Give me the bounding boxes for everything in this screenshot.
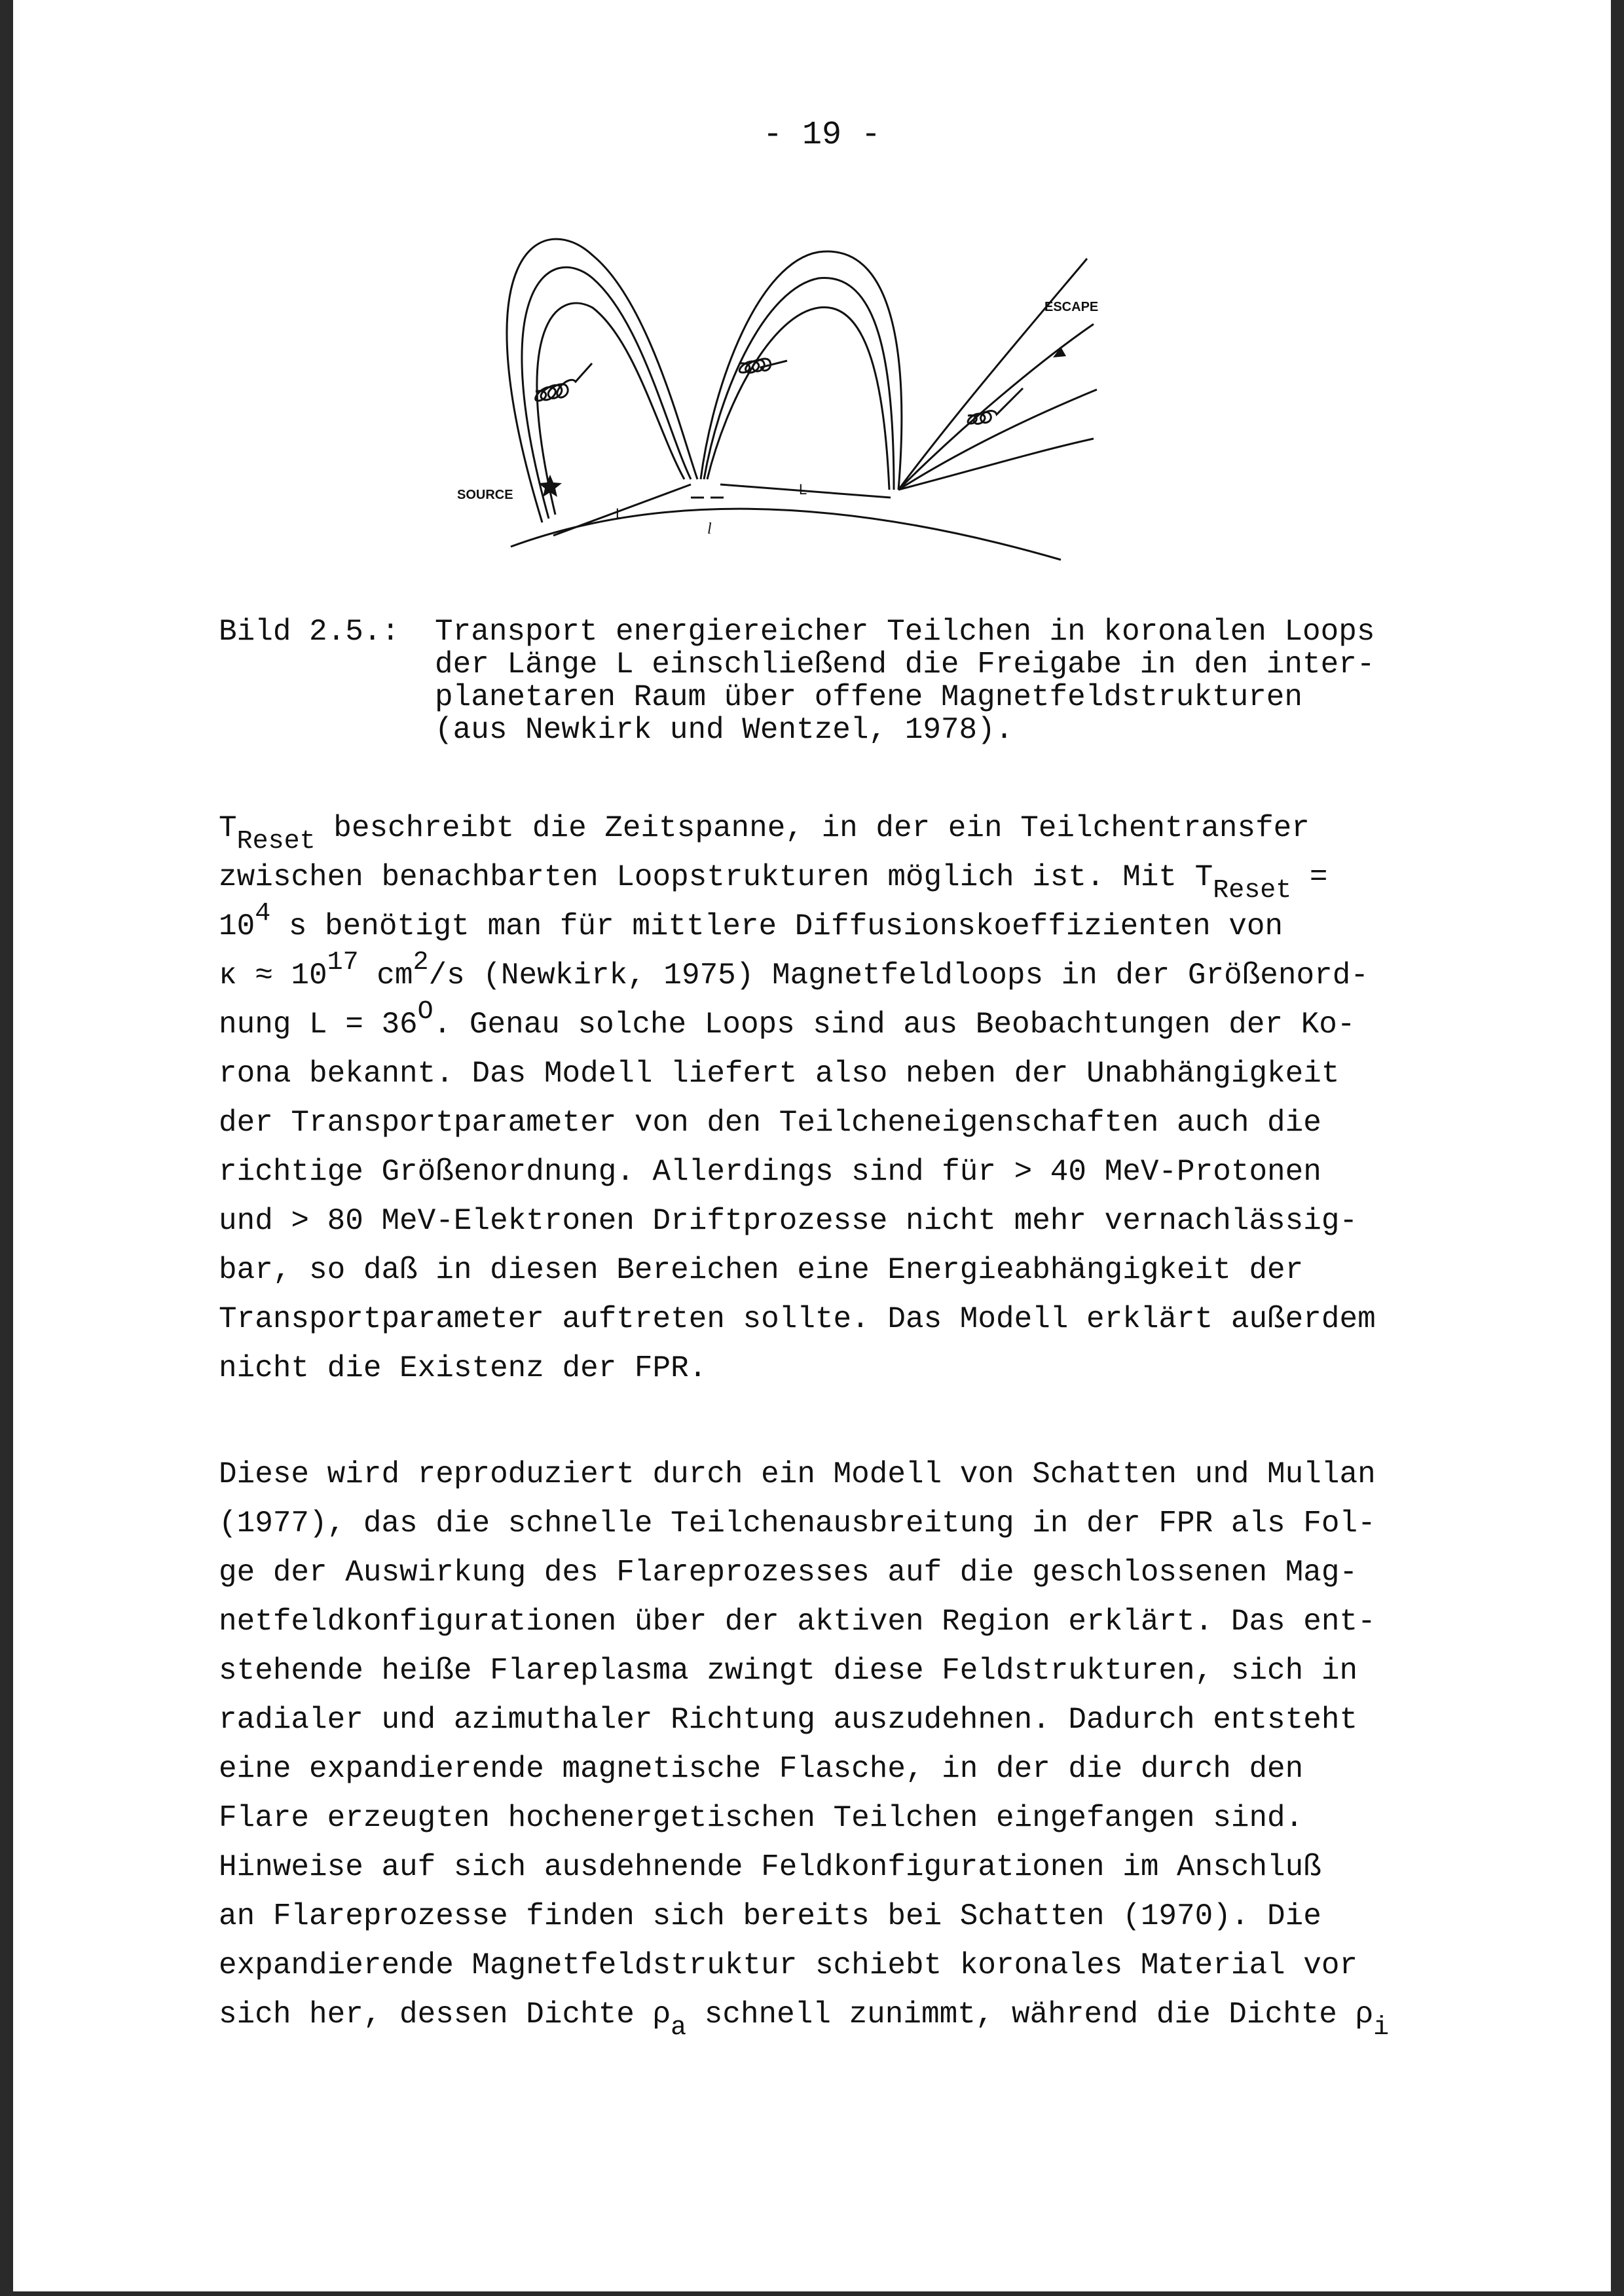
document-page (13, 0, 1611, 2291)
paragraph-line: Hinweise auf sich ausdehnende Feldkonfigurationen im Anschluß (219, 1850, 1321, 1884)
length-label-right: L (799, 481, 807, 498)
caption-line: der Länge L einschließend die Freigabe in den inter- (435, 647, 1375, 682)
paragraph-line: $10^4$ s benötigt man für mittlere Diffusionskoeffizienten von (219, 899, 1283, 943)
paragraph-line: richtige Größenordnung. Allerdings sind für > 40 MeV-Protonen (219, 1155, 1321, 1189)
paragraph-line: nicht die Existenz der FPR. (219, 1351, 707, 1385)
paragraph-line: $T_{Reset}$ beschreibt die Zeitspanne, in der ein Teilchentransfer (219, 811, 1310, 856)
particle-spiral-right (968, 388, 1023, 424)
escape-label: ESCAPE (1044, 300, 1099, 314)
open-line-3 (898, 390, 1097, 490)
paragraph-line: expandierende Magnetfeldstruktur schiebt koronales Material vor (219, 1948, 1358, 1982)
paragraph-line: netfeldkonfigurationen über der aktiven Region erklärt. Das ent- (219, 1605, 1376, 1639)
paragraph-line: $\kappa \approx 10^{17}$ $cm^2/s$ (Newkirk, 1975) Magnetfeldloops in der Größenord- (219, 948, 1369, 993)
loop-left-outer (507, 239, 697, 522)
caption-body (435, 615, 1624, 746)
loop-mid-outer (701, 251, 902, 490)
loop-mid-inner (707, 307, 889, 490)
paragraph-line: sich her, dessen Dichte $\rho_a$ schnell zunimmt, während die Dichte $\rho_i$ (219, 1997, 1390, 2043)
paragraph-line: und > 80 MeV-Elektronen Driftprozesse nicht mehr vernachlässig- (219, 1204, 1358, 1238)
paragraph-line: stehende heiße Flareplasma zwingt diese Feldstrukturen, sich in (219, 1654, 1358, 1688)
paragraph-line: (1977), das die schnelle Teilchenausbreitung in der FPR als Fol- (219, 1506, 1376, 1540)
paragraph-line: Transportparameter auftreten sollte. Das Modell erklärt außerdem (219, 1302, 1376, 1336)
caption-line: planetaren Raum über offene Magnetfeldstrukturen (435, 680, 1303, 714)
open-line-1 (898, 259, 1087, 490)
particle-spiral-mid (739, 359, 787, 373)
open-line-2 (898, 324, 1094, 490)
paragraph-line: Diese wird reproduziert durch ein Modell von Schatten und Mullan (219, 1457, 1376, 1491)
loop-left-inner (537, 303, 684, 515)
paragraph-line: an Flareprozesse finden sich bereits bei Schatten (1970). Die (219, 1899, 1321, 1933)
paragraph-line: der Transportparameter von den Teilcheneigenschaften auch die (219, 1106, 1321, 1140)
paragraph-line: zwischen benachbarten Loopstrukturen möglich ist. Mit $T_{Reset}$ = (219, 860, 1328, 905)
coronal-loops-figure (432, 216, 1139, 570)
length-label-left: L (616, 505, 624, 522)
source-label: SOURCE (457, 488, 513, 502)
page-number: - 19 - (763, 117, 881, 154)
paragraph-line: eine expandierende magnetische Flasche, in der die durch den (219, 1752, 1304, 1786)
paragraph-line: nung $L = 36^O$. Genau solche Loops sind aus Beobachtungen der Ko- (219, 997, 1356, 1042)
loop-mid-mid (704, 278, 894, 490)
solar-surface (511, 509, 1061, 560)
caption-label: Bild 2.5.: (219, 615, 400, 649)
caption-line: (aus Newkirk und Wentzel, 1978). (435, 713, 1014, 747)
paragraph-line: rona bekannt. Das Modell liefert also neben der Unabhängigkeit (219, 1057, 1340, 1091)
paragraph-line: ge der Auswirkung des Flareprozesses auf die geschlossenen Mag- (219, 1556, 1358, 1590)
caption-line: Transport energiereicher Teilchen in koronalen Loops (435, 615, 1375, 649)
gap-label: l (707, 520, 712, 538)
particle-spiral-left (536, 363, 592, 401)
paragraph-line: bar, so daß in diesen Bereichen eine Energieabhängigkeit der (219, 1253, 1304, 1287)
open-line-4 (898, 439, 1094, 490)
paragraph-line: radialer und azimuthaler Richtung auszudehnen. Dadurch entsteht (219, 1703, 1358, 1737)
paragraph-line: Flare erzeugten hochenergetischen Teilchen eingefangen sind. (219, 1801, 1304, 1835)
